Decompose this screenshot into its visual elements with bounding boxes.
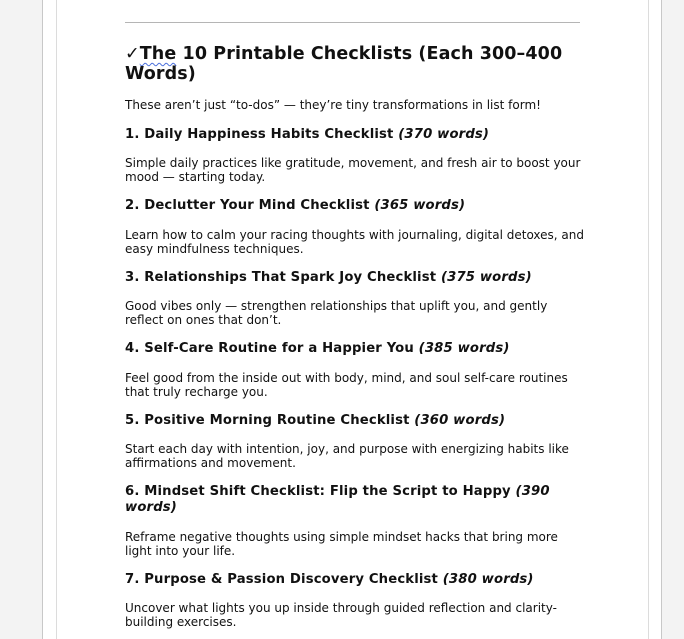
item-description: Start each day with intention, joy, and purpose with energizing habits like affirmations and movement. [125,442,569,470]
item-heading: 5. Positive Morning Routine Checklist (360 words) [125,413,506,428]
item-heading: 6. Mindset Shift Checklist: Flip the Script to Happy (390 words) [125,484,550,515]
item-heading: 3. Relationships That Spark Joy Checklist (375 words) [125,270,532,285]
item-heading: 2. Declutter Your Mind Checklist (365 words) [125,198,466,213]
checklist-item-4 [125,341,585,399]
checklist-item-2 [125,198,585,256]
checklist-item-7 [125,572,585,629]
word-count: (370 words) [398,127,490,142]
item-description: Uncover what lights you up inside through guided reflection and clarity-building exercises. [125,601,557,629]
intro-paragraph: These aren’t just “to-dos” — they’re tiny transformations in list form! [125,98,541,112]
item-description: Good vibes only — strengthen relationships that uplift you, and gently reflect on ones that don’t. [125,299,548,327]
item-description: Simple daily practices like gratitude, movement, and fresh air to boost your mood — starting today. [125,156,581,184]
word-count: (380 words) [442,572,534,587]
word-count: (375 words) [440,270,532,285]
spellcheck-underlined-word: The [139,44,177,64]
heading-text: 10 Printable Checklists (Each 300–400 Words) [125,44,563,84]
item-heading: 7. Purpose & Passion Discovery Checklist (380 words) [125,572,534,587]
page-margin-left [56,0,57,639]
horizontal-rule [125,22,580,23]
item-description: Learn how to calm your racing thoughts with journaling, digital detoxes, and easy mindfulness techniques. [125,228,584,256]
checklist-item-1 [125,127,585,184]
checklist-item-6 [125,484,585,558]
word-count: (385 words) [418,341,510,356]
item-heading: 4. Self-Care Routine for a Happier You (385 words) [125,341,510,356]
page-margin-right [648,0,649,639]
word-count: (365 words) [374,198,466,213]
checkmark-icon: ✓ [125,44,140,64]
checklist-item-3 [125,270,585,327]
item-description: Reframe negative thoughts using simple mindset hacks that bring more light into your life. [125,530,558,558]
item-heading: 1. Daily Happiness Habits Checklist (370 words) [125,127,490,142]
section-heading [125,44,580,84]
word-count: (360 words) [414,413,506,428]
checklist-item-5 [125,413,585,470]
item-description: Feel good from the inside out with body, mind, and soul self-care routines that truly recharge you. [125,371,568,399]
word-count: (390 words) [125,484,550,515]
